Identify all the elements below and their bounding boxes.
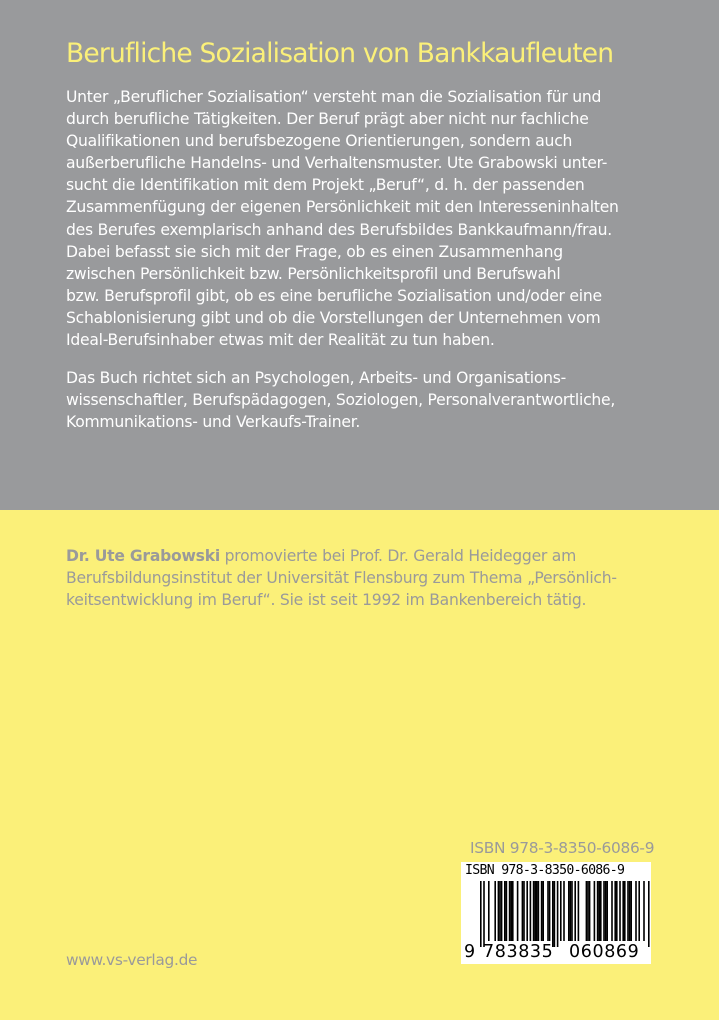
description-line: zwischen Persönlichkeit bzw. Persönlichkeitsprofil und Berufswahl (66, 264, 561, 283)
description-line: Dabei befasst sie sich mit der Frage, ob es einen Zusammenhang (66, 242, 563, 261)
description-paragraph (66, 86, 706, 351)
description-line: sucht die Identifikation mit dem Projekt „Beruf“, d. h. der passenden (66, 176, 585, 195)
description-line: durch berufliche Tätigkeiten. Der Beruf prägt aber nicht nur fachliche (66, 110, 589, 129)
description-line: Zusammenfügung der eigenen Persönlichkeit mit den Interesseninhalten (66, 198, 619, 217)
description-line: außerberufliche Handelns- und Verhaltensmuster. Ute Grabowski unter- (66, 154, 608, 173)
author-bio (66, 545, 706, 611)
description-line: Unter „Beruflicher Sozialisation“ versteht man die Sozialisation für und (66, 88, 602, 106)
description-line: bzw. Berufsprofil gibt, ob es eine berufliche Sozialisation und/oder eine (66, 286, 602, 305)
publisher-website: www.vs-verlag.de (66, 951, 198, 969)
barcode-digits (461, 942, 651, 962)
barcode (461, 862, 651, 964)
description-line: Schablonisierung gibt und ob die Vorstellungen der Unternehmen vom (66, 308, 601, 327)
author-bio-text: promovierte bei Prof. Dr. Gerald Heidegger am (219, 547, 577, 565)
book-title: Berufliche Sozialisation von Bankkaufleuten (66, 38, 614, 69)
isbn-label: ISBN 978-3-8350-6086-9 (470, 839, 655, 857)
audience-paragraph (66, 367, 706, 433)
description-line: Qualifikationen und berufsbezogene Orientierungen, sondern auch (66, 132, 573, 151)
barcode-bars (461, 879, 651, 949)
audience-line: wissenschaftler, Berufspädagogen, Soziologen, Personalverantwortliche, (66, 391, 616, 410)
audience-line: Kommunikations- und Verkaufs-Trainer. (66, 413, 361, 432)
barcode-digit-group-1: 783835 (483, 942, 554, 962)
author-name: Dr. Ute Grabowski (66, 547, 220, 565)
description-line: des Berufes exemplarisch anhand des Berufsbildes Bankkaufmann/frau. (66, 220, 612, 239)
author-bio-line (66, 545, 706, 567)
barcode-digit-group-2: 060869 (569, 942, 640, 962)
author-bio-line: keitsentwicklung im Beruf“. Sie ist seit 1992 im Bankenbereich tätig. (66, 591, 587, 610)
author-bio-line: Berufsbildungsinstitut der Universität Flensburg zum Thema „Persönlich- (66, 569, 617, 588)
barcode-digit-first: 9 (464, 942, 476, 962)
description-line: Ideal-Berufsinhaber etwas mit der Realität zu tun haben. (66, 331, 495, 350)
audience-line: Das Buch richtet sich an Psychologen, Arbeits- und Organisations- (66, 369, 567, 387)
barcode-isbn-text: ISBN 978-3-8350-6086-9 (465, 863, 625, 878)
